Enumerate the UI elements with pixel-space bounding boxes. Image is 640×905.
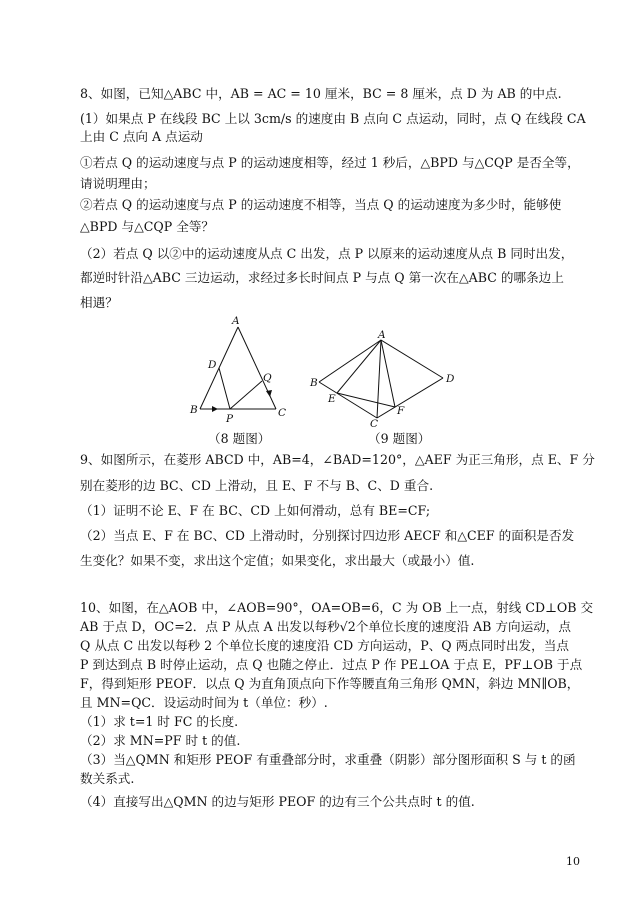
fig9-segment-af [381, 340, 395, 407]
fig9-label-b: B [310, 377, 318, 389]
p10-line-4: P 到达到点 B 时停止运动，点 Q 也随之停止．过点 P 作 PE⊥OA 于点 E，PF⊥OB 于点 [80, 657, 583, 672]
p10-line-7: （1）求 t=1 时 FC 的长度. [80, 714, 239, 729]
fig9-label-a: A [378, 330, 386, 341]
p8-line-4: ①若点 Q 的运动速度与点 P 的运动速度相等，经过 1 秒后，△BPD 与△CQP 是否全等， [80, 155, 580, 170]
p8-line-9: 都逆时针沿△ABC 三边运动，求经过多长时间点 P 与点 Q 第一次在△ABC 的哪条边上 [80, 270, 564, 285]
p8-line-5: 请说明理由； [80, 176, 156, 191]
fig9-label-c: C [370, 418, 379, 430]
page-number: 10 [566, 855, 580, 868]
fig9-side-ab [319, 340, 381, 382]
fig8-arrow-q [266, 390, 272, 397]
fig8-label-p: P [226, 413, 234, 425]
p10-line-10: 数关系式. [80, 771, 135, 786]
p8-line-6: ②若点 Q 的运动速度与点 P 的运动速度不相等，当点 Q 的运动速度为多少时，能够使 [80, 197, 562, 212]
p10-line-11: （4）直接写出△QMN 的边与矩形 PEOF 的边有三个公共点时 t 的值. [80, 794, 475, 809]
p10-line-1: 10、如图，在△AOB 中，∠AOB=90°，OA=OB=6，C 为 OB 上一点，射线 CD⊥OB 交 [80, 600, 594, 615]
p9-line-2: 别在菱形的边 BC、CD 上滑动，且 E、F 不与 B、C、D 重合. [80, 478, 434, 493]
fig8-label-d: D [208, 359, 217, 371]
fig9-label-f: F [397, 405, 405, 417]
fig9-label-d: D [446, 373, 455, 385]
p8-line-3: 上由 C 点向 A 点运动 [80, 129, 203, 144]
p8-line-1: 8、如图，已知△ABC 中，AB = AC = 10 厘米，BC = 8 厘米，点 D 为 AB 的中点. [80, 86, 562, 101]
fig8-arrow-p [212, 406, 218, 412]
p10-line-6: 且 MN=QC．设运动时间为 t（单位：秒）. [80, 695, 328, 710]
fig9-segment-ae [337, 340, 381, 393]
figure-9-rhombus [305, 330, 465, 430]
fig9-side-cd [377, 378, 443, 418]
p10-line-5: F，得到矩形 PEOF．以点 Q 为直角顶点向下作等腰直角三角形 QMN，斜边 MN∥OB， [80, 676, 580, 691]
fig9-side-da [381, 340, 443, 378]
fig8-segment-pq [230, 381, 262, 409]
fig9-caption: （9 题图） [368, 431, 431, 446]
p9-line-1: 9、如图所示，在菱形 ABCD 中，AB=4，∠BAD=120°，△AEF 为正三角形，点 E、F 分 [80, 452, 595, 467]
p10-line-9: （3）当△QMN 和矩形 PEOF 有重叠部分时，求重叠（阴影）部分图形面积 S 与 t 的函 [80, 752, 576, 767]
figure-8-triangle [180, 315, 290, 430]
fig9-label-e: E [328, 393, 336, 405]
p9-line-3: （1）证明不论 E、F 在 BC、CD 上如何滑动，总有 BE=CF; [80, 503, 431, 518]
fig8-caption: （8 题图） [208, 431, 271, 446]
fig9-segment-ef [337, 393, 395, 407]
fig8-label-q: Q [263, 372, 272, 384]
p10-line-3: Q 从点 C 出发以每秒 2 个单位长度的速度沿 CD 方向运动，P、Q 两点同时出发，当点 [80, 638, 569, 653]
fig8-segment-dp [219, 368, 230, 409]
p10-line-2: AB 于点 D，OC=2．点 P 从点 A 出发以每秒√2个单位长度的速度沿 AB 方向运动，点 [80, 619, 571, 634]
p10-line-8: （2）求 MN=PF 时 t 的值. [80, 733, 241, 748]
p8-line-8: （2）若点 Q 以②中的运动速度从点 C 出发，点 P 以原来的运动速度从点 B 同时出发， [80, 246, 574, 261]
fig9-diagonal-ac [377, 340, 381, 418]
fig8-label-b: B [190, 404, 198, 416]
p8-line-7: △BPD 与△CQP 全等？ [80, 219, 215, 234]
fig8-label-a: A [232, 315, 240, 327]
p8-line-10: 相遇？ [80, 295, 118, 310]
p9-line-5: 生变化？如果不变，求出这个定值；如果变化，求出最大（或最小）值. [80, 553, 475, 568]
p8-line-2: (1）如果点 P 在线段 BC 上以 3cm/s 的速度由 B 点向 C 点运动，同时，点 Q 在线段 CA [80, 111, 586, 126]
fig8-label-c: C [278, 407, 287, 419]
p9-line-4: （2）当点 E、F 在 BC、CD 上滑动时，分别探讨四边形 AECF 和△CEF 的面积是否发 [80, 528, 575, 543]
